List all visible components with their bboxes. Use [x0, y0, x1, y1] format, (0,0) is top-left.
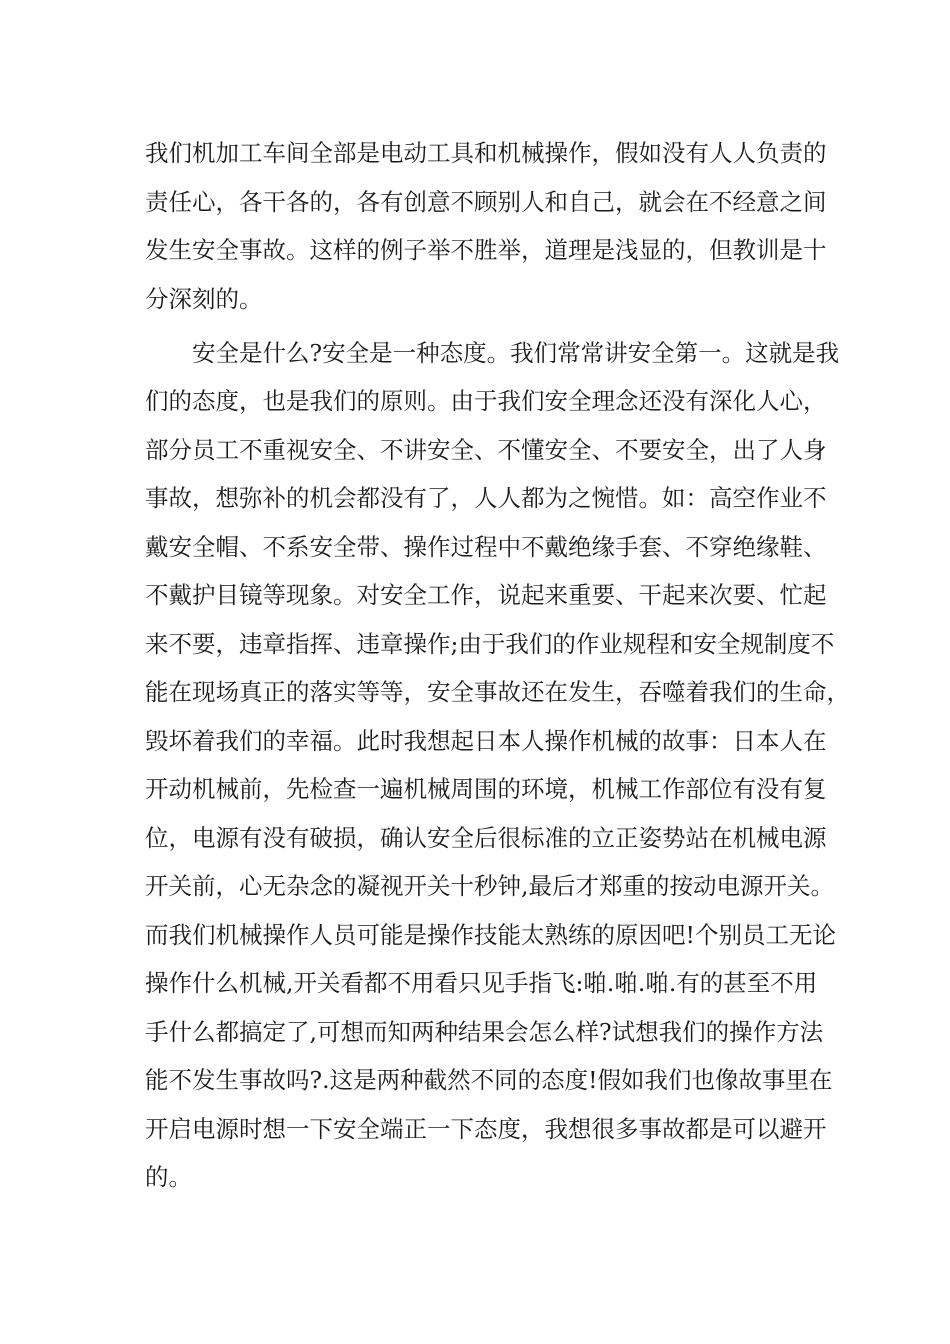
paragraph-1-line-4: 分深刻的。 [145, 285, 263, 313]
paragraph-2-line-7: 来不要，违章指挥、违章操作;由于我们的作业规程和安全规制度不 [145, 630, 835, 658]
paragraph-2-line-5: 戴安全帽、不系安全带、操作过程中不戴绝缘手套、不穿绝缘鞋、 [145, 533, 827, 561]
paragraph-2-line-3: 部分员工不重视安全、不讲安全、不懂安全、不要安全，出了人身 [145, 436, 827, 464]
paragraph-2-line-17: 开启电源时想一下安全端正一下态度，我想很多事故都是可以避开 [145, 1115, 827, 1143]
paragraph-2-line-4: 事故，想弥补的机会都没有了，人人都为之惋惜。如：高空作业不 [145, 484, 827, 512]
paragraph-2-line-9: 毁坏着我们的幸福。此时我想起日本人操作机械的故事：日本人在 [145, 727, 827, 755]
paragraph-2-line-11: 位，电源有没有破损，确认安全后很标准的立正姿势站在机械电源 [145, 824, 827, 852]
paragraph-2-line-10: 开动机械前，先检查一遍机械周围的环境，机械工作部位有没有复 [145, 775, 827, 803]
paragraph-1-line-3: 发生安全事故。这样的例子举不胜举，道理是浅显的，但教训是十 [145, 236, 827, 264]
paragraph-2-line-15: 手什么都搞定了,可想而知两种结果会怎么样?试想我们的操作方法 [145, 1018, 824, 1046]
paragraph-2-line-13: 而我们机械操作人员可能是操作技能太熟练的原因吧!个别员工无论 [145, 921, 836, 949]
paragraph-2-line-2: 们的态度，也是我们的原则。由于我们安全理念还没有深化人心， [145, 387, 827, 415]
paragraph-2-line-1: 安全是什么?安全是一种态度。我们常常讲安全第一。这就是我 [192, 339, 840, 367]
paragraph-2-line-18: 的。 [145, 1163, 192, 1191]
paragraph-2-line-16: 能不发生事故吗?.这是两种截然不同的态度!假如我们也像故事里在 [145, 1066, 833, 1094]
paragraph-2-line-8: 能在现场真正的落实等等，安全事故还在发生，吞噬着我们的生命， [145, 678, 850, 706]
paragraph-2-line-6: 不戴护目镜等现象。对安全工作，说起来重要、干起来次要、忙起 [145, 581, 827, 609]
paragraph-1-line-1: 我们机加工车间全部是电动工具和机械操作，假如没有人人负责的 [145, 139, 827, 167]
paragraph-2-line-14: 操作什么机械,开关看都不用看只见手指飞:啪.啪.啪.有的甚至不用 [145, 969, 818, 997]
paragraph-1-line-2: 责任心，各干各的，各有创意不顾别人和自己，就会在不经意之间 [145, 188, 827, 216]
paragraph-2-line-12: 开关前，心无杂念的凝视开关十秒钟,最后才郑重的按动电源开关。 [145, 872, 834, 900]
